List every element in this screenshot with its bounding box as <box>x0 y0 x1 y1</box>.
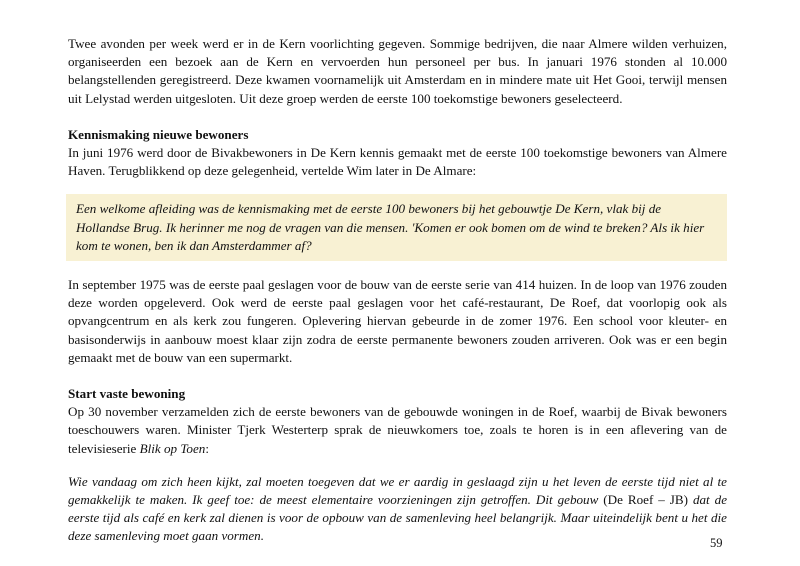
quote-minister-part-1: Wie vandaag om zich heen kijkt, zal moeten toegeven dat we er aardig in geslaagd zijn u het leven de eerste tijd niet al te gemakkelijk te maken. Ik geef toe: de meest elementaire voorzieningen zijn getroffen. Dit gebouw <box>68 473 727 508</box>
paragraph-kennismaking: In juni 1976 werd door de Bivakbewoners in De Kern kennis gemaakt met de eerste 100 toekomstige bewoners van Almere Haven. Terugblikkend op deze gelegenheid, vertelde Wim later in De Almare: <box>68 145 727 179</box>
paragraph-start-end: : <box>205 440 209 456</box>
quote-wim-text: Een welkome afleiding was de kennismaking met de eerste 100 bewoners bij het gebouwtje De Kern, vlak bij de Hollandse Brug. Ik herinner me nog de vragen van die mensen. 'Komen er ook bomen om de wind te breken? Als ik hier kom te wonen, ben ik dan Amsterdammer af? <box>76 201 705 253</box>
paragraph-start-text: Op 30 november verzamelden zich de eerste bewoners van de gebouwde woningen in de Roef, waarbij de Bivak bewoners toeschouwers waren. Minister Tjerk Westerterp sprak de nieuwkomers toe, zoals te horen is in een aflevering van de televisieserie <box>68 404 727 456</box>
quote-minister-westerterp <box>68 473 727 546</box>
tv-series-title: Blik op Toen <box>139 440 206 456</box>
section-heading-start-vaste-bewoning: Start vaste bewoning <box>68 386 186 402</box>
paragraph-start-vaste-bewoning <box>68 403 727 458</box>
page-number: 59 <box>710 536 723 550</box>
document-page <box>68 35 727 546</box>
quote-minister-part-2: dat de eerste tijd als café en kerk zal dienen is voor de opbouw van de samenleving heel belangrijk. Maar uiteindelijk bent u het die deze samenleving moet gaan vormen. <box>68 492 728 544</box>
section-heading-kennismaking: Kennismaking nieuwe bewoners <box>68 126 249 142</box>
paragraph-bouw: In september 1975 was de eerste paal geslagen voor de bouw van de eerste serie van 414 huizen. In de loop van 1976 zouden deze worden opgeleverd. Ook werd de eerste paal geslagen voor het café-restaurant, De Roef, dat voorlopig ook als opvangcentrum en als kerk zou fungeren. Oplevering hiervan gebeurde in de zomer 1976. Een school voor kleuter- en basisonderwijs in aanbouw moest klaar zijn zodra de eerste permanente bewoners zouden arriveren. Ook was er een begin gemaakt met de bouw van een supermarkt. <box>68 277 727 365</box>
paragraph-voorlichting: Twee avonden per week werd er in de Kern voorlichting gegeven. Sommige bedrijven, die naar Almere wilden verhuizen, organiseerden een bezoek aan de Kern en vervoerden hun personeel per bus. In januari 1976 stonden al 10.000 belangstellenden geregistreerd. Deze kwamen voornamelijk uit Amsterdam en in mindere mate uit Het Gooi, terwijl mensen uit Lelystad werden uitgesloten. Uit deze groep werden de eerste 100 toekomstige bewoners geselecteerd. <box>68 36 727 106</box>
quote-minister-insert: (De Roef – JB) <box>603 492 688 508</box>
quote-box-wim <box>66 194 727 261</box>
